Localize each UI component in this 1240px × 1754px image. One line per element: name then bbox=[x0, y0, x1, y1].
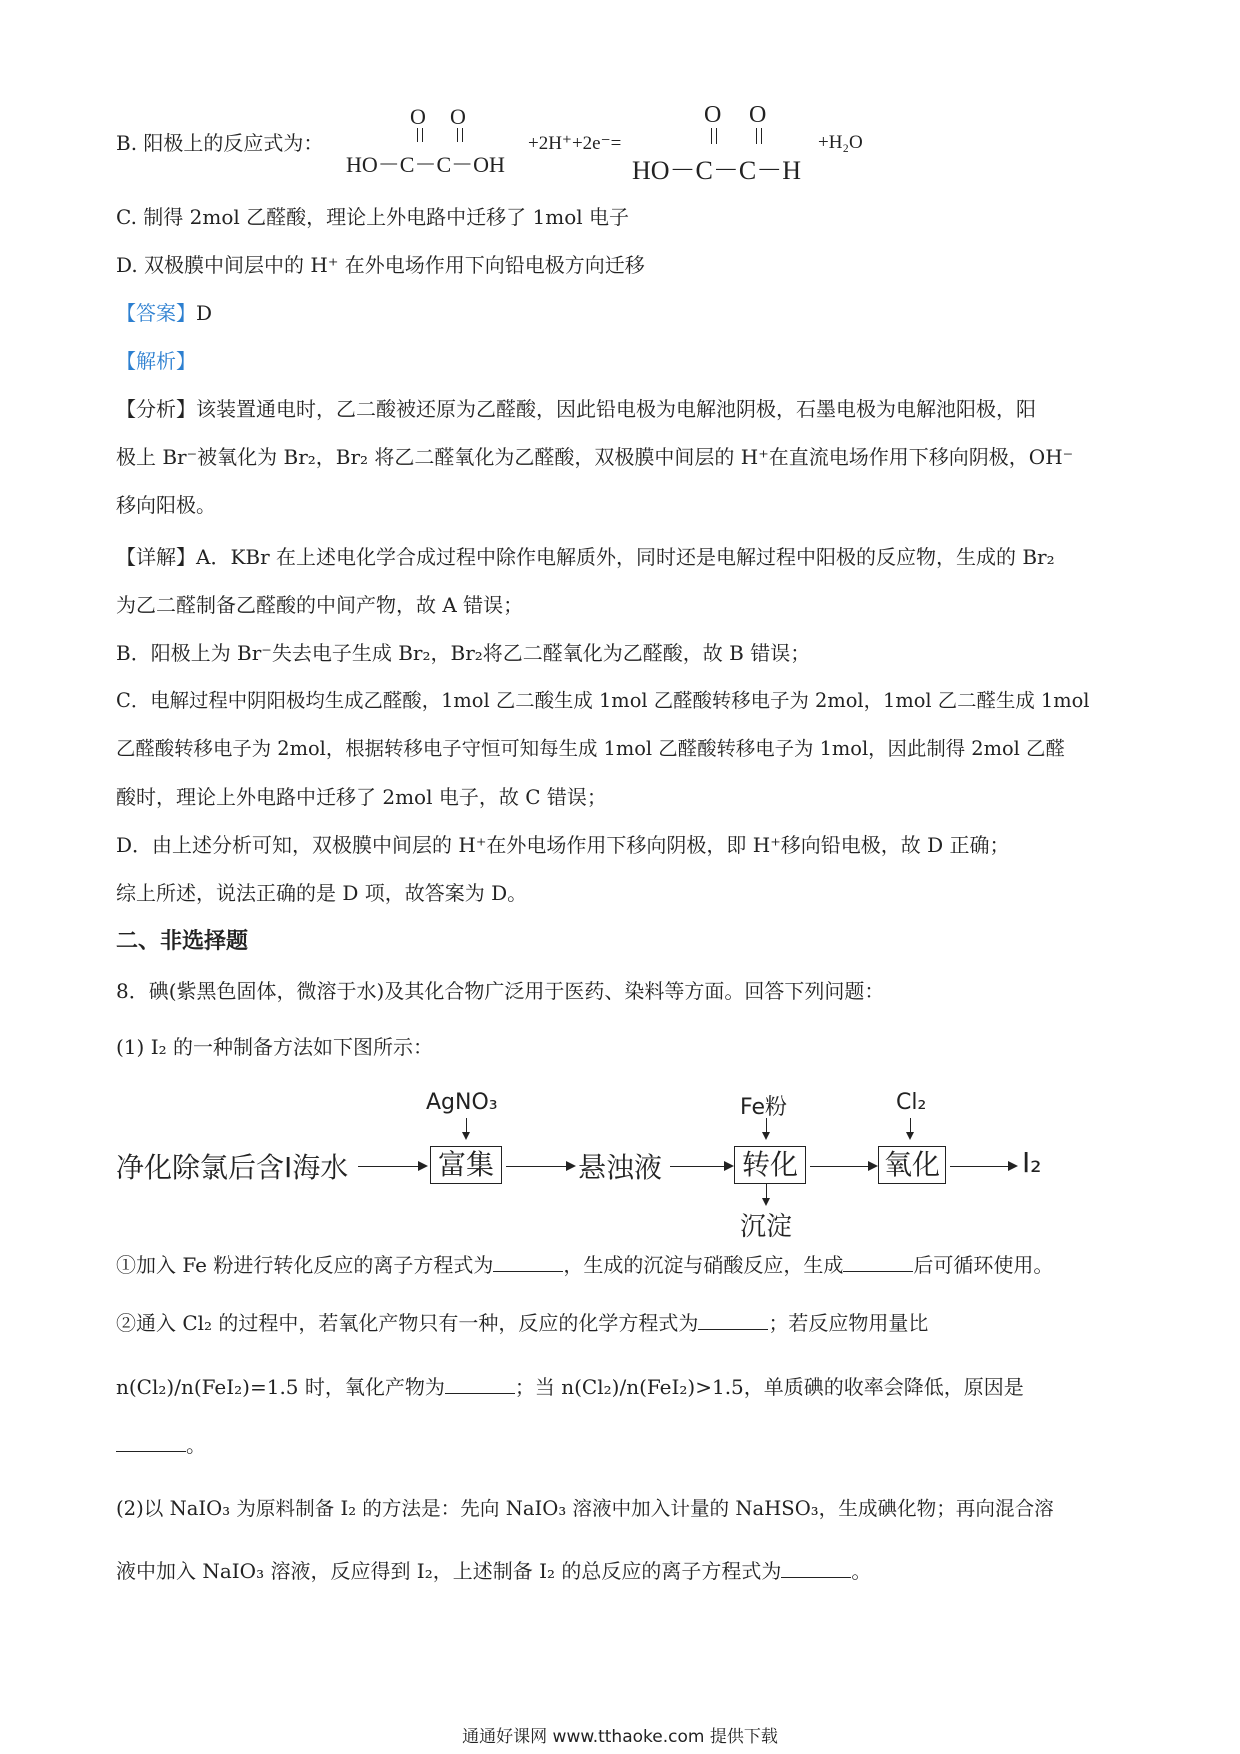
option-c: C. 制得 2mol 乙醛酸，理论上外电路中迁移了 1mol 电子 bbox=[116, 205, 629, 229]
flow-box-enrich: 富集 bbox=[430, 1146, 502, 1184]
fenxi-line-1 bbox=[116, 396, 1036, 422]
xiangjie-line-2: 为乙二醛制备乙醛酸的中间产物，故 A 错误； bbox=[116, 593, 524, 617]
flow-arrow-1 bbox=[358, 1166, 426, 1167]
answer-value: D bbox=[196, 301, 213, 325]
flow-arrow-5 bbox=[950, 1166, 1016, 1167]
xiangjie-line-7: D．由上述分析可知，双极膜中间层的 H⁺在外电场作用下移向阴极，即 H⁺移向铅电极，故 D 正确； bbox=[116, 833, 1010, 857]
answer-tag: 【答案】 bbox=[116, 301, 196, 325]
xiangjie-line-1 bbox=[116, 544, 1055, 570]
flow-box-convert: 转化 bbox=[734, 1146, 806, 1184]
reagent-arrow-1 bbox=[466, 1118, 467, 1138]
precipitate-arrow bbox=[766, 1184, 767, 1204]
blank-2[interactable] bbox=[843, 1253, 913, 1272]
xiangjie-line-5: 乙醛酸转移电子为 2mol，根据转移电子守恒可知每生成 1mol 乙醛酸转移电子为 1mol，因此制得 2mol 乙醛 bbox=[116, 737, 1065, 760]
q8-part2-line1: (2)以 NaIO₃ 为原料制备 I₂ 的方法是：先向 NaIO₃ 溶液中加入计量的 NaHSO₃，生成碘化物；再向混合溶 bbox=[116, 1497, 1054, 1520]
oxygen-3: O bbox=[704, 102, 722, 128]
blank-4[interactable] bbox=[445, 1375, 515, 1394]
q8-part2-line2 bbox=[116, 1558, 871, 1584]
double-bond-1 bbox=[417, 128, 423, 142]
right-formula-text: HO－C－C－H bbox=[632, 156, 802, 185]
flow-start: 净化除氯后含I海水 bbox=[116, 1151, 349, 1184]
double-bond-3 bbox=[711, 128, 717, 144]
blank-6[interactable] bbox=[781, 1559, 851, 1578]
q8-sub4 bbox=[116, 1432, 206, 1458]
double-bond-4 bbox=[756, 128, 762, 144]
xiangjie-line-3: B．阳极上为 Br⁻失去电子生成 Br₂，Br₂将乙二醛氧化为乙醛酸，故 B 错误； bbox=[116, 641, 811, 665]
fenxi-tag: 【分析】 bbox=[116, 397, 196, 421]
reagent-agno3: AgNO₃ bbox=[426, 1090, 498, 1115]
xiangjie-line-6: 酸时，理论上外电路中迁移了 2mol 电子，故 C 错误； bbox=[116, 785, 607, 809]
option-b-label: B. 阳极上的反应式为： bbox=[116, 131, 324, 155]
blank-1[interactable] bbox=[493, 1253, 563, 1272]
oxygen-4: O bbox=[749, 102, 767, 128]
page-footer: 通通好课网 www.tthaoke.com 提供下载 bbox=[462, 1727, 778, 1747]
q8-sub2 bbox=[116, 1310, 928, 1336]
sub1-text-a: ①加入 Fe 粉进行转化反应的离子方程式为 bbox=[116, 1253, 494, 1277]
sub2-text-b: ；若反应物用量比 bbox=[768, 1311, 929, 1335]
reaction-middle: +2H⁺+2e⁻= bbox=[528, 133, 622, 154]
sub3-text-b: ；当 n(Cl₂)/n(FeI₂)>1.5，单质碘的收率会降低，原因是 bbox=[514, 1375, 1024, 1399]
blank-5[interactable] bbox=[116, 1433, 186, 1452]
part2-text-b: 。 bbox=[851, 1559, 872, 1583]
left-formula-text: HO－C－C－OH bbox=[346, 152, 505, 177]
fenxi-line-3: 移向阳极。 bbox=[116, 493, 216, 517]
part2-text-a: 液中加入 NaIO₃ 溶液，反应得到 I₂，上述制备 I₂ 的总反应的离子方程式为 bbox=[116, 1559, 782, 1583]
reaction-tail: +H₂O bbox=[818, 132, 863, 153]
precipitate-label: 沉淀 bbox=[740, 1212, 793, 1242]
double-bond-2 bbox=[457, 128, 463, 142]
reagent-fe: Fe粉 bbox=[740, 1095, 787, 1120]
q8-sub1 bbox=[116, 1252, 1053, 1278]
flow-arrow-3 bbox=[670, 1166, 732, 1167]
q8-intro: 8．碘(紫黑色固体，微溶于水)及其化合物广泛用于医药、染料等方面。回答下列问题： bbox=[116, 979, 885, 1003]
sub1-text-b: ，生成的沉淀与硝酸反应，生成 bbox=[563, 1253, 844, 1277]
reagent-arrow-3 bbox=[910, 1118, 911, 1138]
sub3-text-a: n(Cl₂)/n(FeI₂)=1.5 时，氧化产物为 bbox=[116, 1375, 445, 1399]
flow-arrow-2 bbox=[506, 1166, 574, 1167]
q8-sub3 bbox=[116, 1374, 1024, 1400]
blank-3[interactable] bbox=[698, 1311, 768, 1330]
fenxi-text-1: 该装置通电时，乙二酸被还原为乙醛酸，因此铅电极为电解池阴极，石墨电极为电解池阳极，阳 bbox=[196, 397, 1036, 421]
reagent-cl2: Cl₂ bbox=[896, 1090, 927, 1115]
oxygen-2: O bbox=[450, 104, 466, 129]
answer-line bbox=[116, 300, 212, 326]
flow-suspension: 悬浊液 bbox=[578, 1151, 663, 1184]
flow-box-oxidize: 氧化 bbox=[878, 1146, 946, 1184]
xiangjie-line-8: 综上所述，说法正确的是 D 项，故答案为 D。 bbox=[116, 881, 528, 905]
flow-end: I₂ bbox=[1022, 1146, 1042, 1179]
xiangjie-line-4: C．电解过程中阴阳极均生成乙醛酸，1mol 乙二酸生成 1mol 乙醛酸转移电子为 2mol，1mol 乙二醛生成 1mol bbox=[116, 689, 1090, 712]
xiangjie-text-1: A．KBr 在上述电化学合成过程中除作电解质外，同时还是电解过程中阳极的反应物，生成的 Br₂ bbox=[196, 545, 1055, 569]
fenxi-line-2: 极上 Br⁻被氧化为 Br₂，Br₂ 将乙二醛氧化为乙醛酸，双极膜中间层的 H⁺在直流电场作用下移向阴极，OH⁻ bbox=[116, 445, 1074, 469]
q8-part1: (1) I₂ 的一种制备方法如下图所示： bbox=[116, 1035, 433, 1059]
flow-arrow-4 bbox=[810, 1166, 876, 1167]
analysis-tag: 【解析】 bbox=[116, 349, 196, 373]
reagent-arrow-2 bbox=[766, 1118, 767, 1138]
xiangjie-tag: 【详解】 bbox=[116, 545, 196, 569]
oxygen-1: O bbox=[410, 104, 426, 129]
sub1-text-c: 后可循环使用。 bbox=[913, 1253, 1054, 1277]
section-title: 二、非选择题 bbox=[116, 928, 249, 954]
option-d: D. 双极膜中间层中的 H⁺ 在外电场作用下向铅电极方向迁移 bbox=[116, 253, 645, 277]
sub4-text: 。 bbox=[186, 1433, 206, 1457]
sub2-text-a: ②通入 Cl₂ 的过程中，若氧化产物只有一种，反应的化学方程式为 bbox=[116, 1311, 699, 1335]
